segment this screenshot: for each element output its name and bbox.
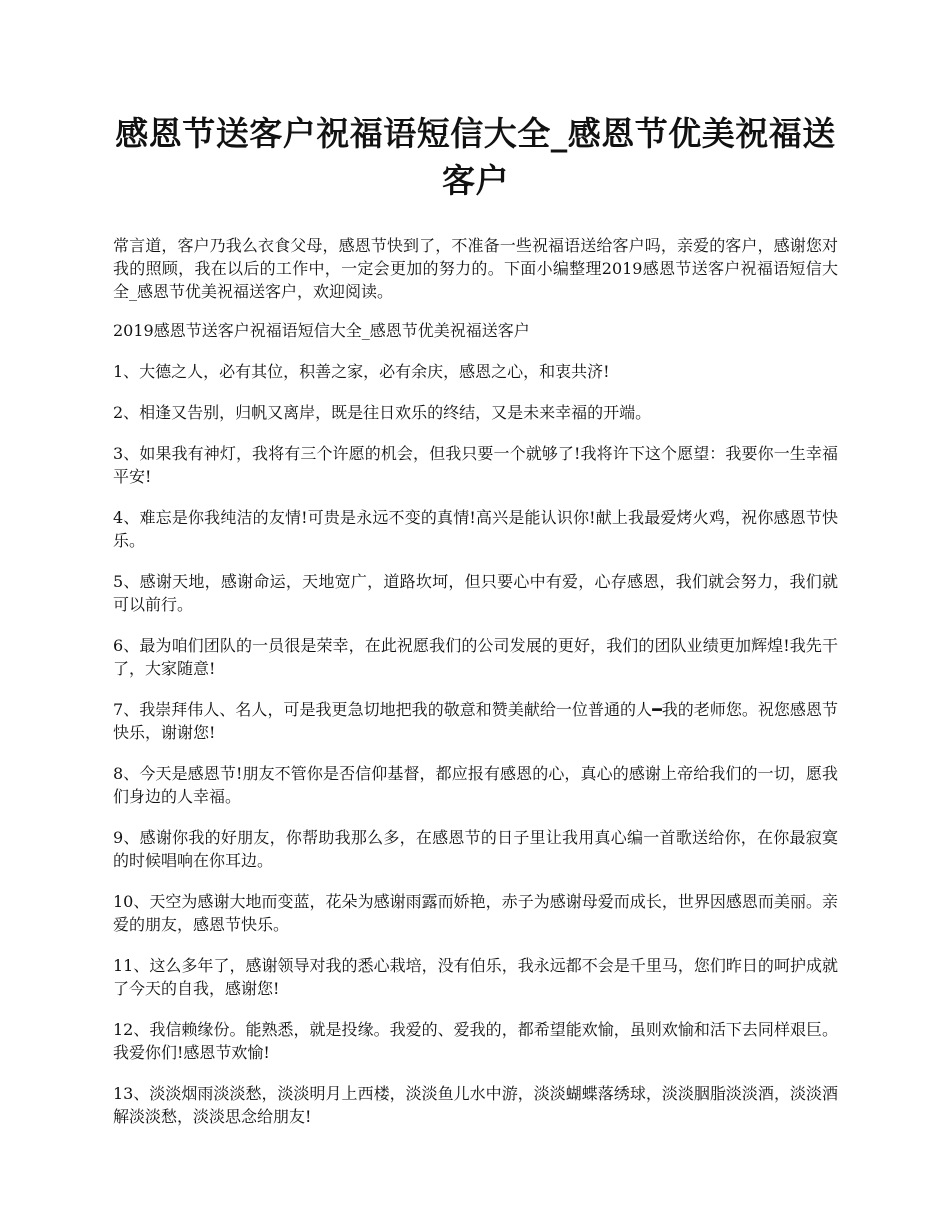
list-item: 2、相逢又告别，归帆又离岸，既是往日欢乐的终结，又是未来幸福的开端。	[113, 403, 652, 422]
list-item: 5、感谢天地，感谢命运，天地宽广，道路坎坷，但只要心中有爱，心存感恩，我们就会努力，我们就可以前行。	[113, 572, 838, 614]
list-item: 12、我信赖缘份。能熟悉，就是投缘。我爱的、爱我的，都希望能欢愉，虽则欢愉和活下去同样艰巨。我爱你们!感恩节欢愉!	[113, 1020, 838, 1062]
document-page	[113, 110, 838, 1146]
list-item: 7、我崇拜伟人、名人，可是我更急切地把我的敬意和赞美献给一位普通的人━我的老师您。祝您感恩节快乐，谢谢您!	[113, 700, 838, 742]
list-item: 13、淡淡烟雨淡淡愁，淡淡明月上西楼，淡淡鱼儿水中游，淡淡蝴蝶落绣球，淡淡胭脂淡淡酒，淡淡酒解淡淡愁，淡淡思念给朋友!	[113, 1084, 838, 1126]
list-item: 3、如果我有神灯，我将有三个许愿的机会，但我只要一个就够了!我将许下这个愿望：我要你一生幸福平安!	[113, 444, 838, 486]
intro-paragraph: 常言道，客户乃我么衣食父母，感恩节快到了，不准备一些祝福语送给客户吗，亲爱的客户，感谢您对我的照顾，我在以后的工作中，一定会更加的努力的。下面小编整理2019感恩节送客户祝福语短信大全_感恩节优美祝福送客户，欢迎阅读。	[113, 236, 838, 301]
list-item: 1、大德之人，必有其位，积善之家，必有余庆，感恩之心，和衷共济!	[113, 362, 610, 381]
list-item: 6、最为咱们团队的一员很是荣幸，在此祝愿我们的公司发展的更好，我们的团队业绩更加辉煌!我先干了，大家随意!	[113, 636, 838, 678]
list-item: 9、感谢你我的好朋友，你帮助我那么多，在感恩节的日子里让我用真心编一首歌送给你，在你最寂寞的时候唱响在你耳边。	[113, 828, 838, 870]
list-item: 4、难忘是你我纯洁的友情!可贵是永远不变的真情!高兴是能认识你!献上我最爱烤火鸡，祝你感恩节快乐。	[113, 508, 838, 550]
list-item: 11、这么多年了，感谢领导对我的悉心栽培，没有伯乐，我永远都不会是千里马，您们昨日的呵护成就了今天的自我，感谢您!	[113, 956, 838, 998]
document-title: 感恩节送客户祝福语短信大全_感恩节优美祝福送客户	[115, 114, 836, 200]
list-item: 8、今天是感恩节!朋友不管你是否信仰基督，都应报有感恩的心，真心的感谢上帝给我们的一切，愿我们身边的人幸福。	[113, 764, 838, 806]
list-item: 10、天空为感谢大地而变蓝，花朵为感谢雨露而娇艳，赤子为感谢母爱而成长，世界因感恩而美丽。亲爱的朋友，感恩节快乐。	[113, 892, 838, 934]
section-subtitle: 2019感恩节送客户祝福语短信大全_感恩节优美祝福送客户	[113, 321, 530, 340]
